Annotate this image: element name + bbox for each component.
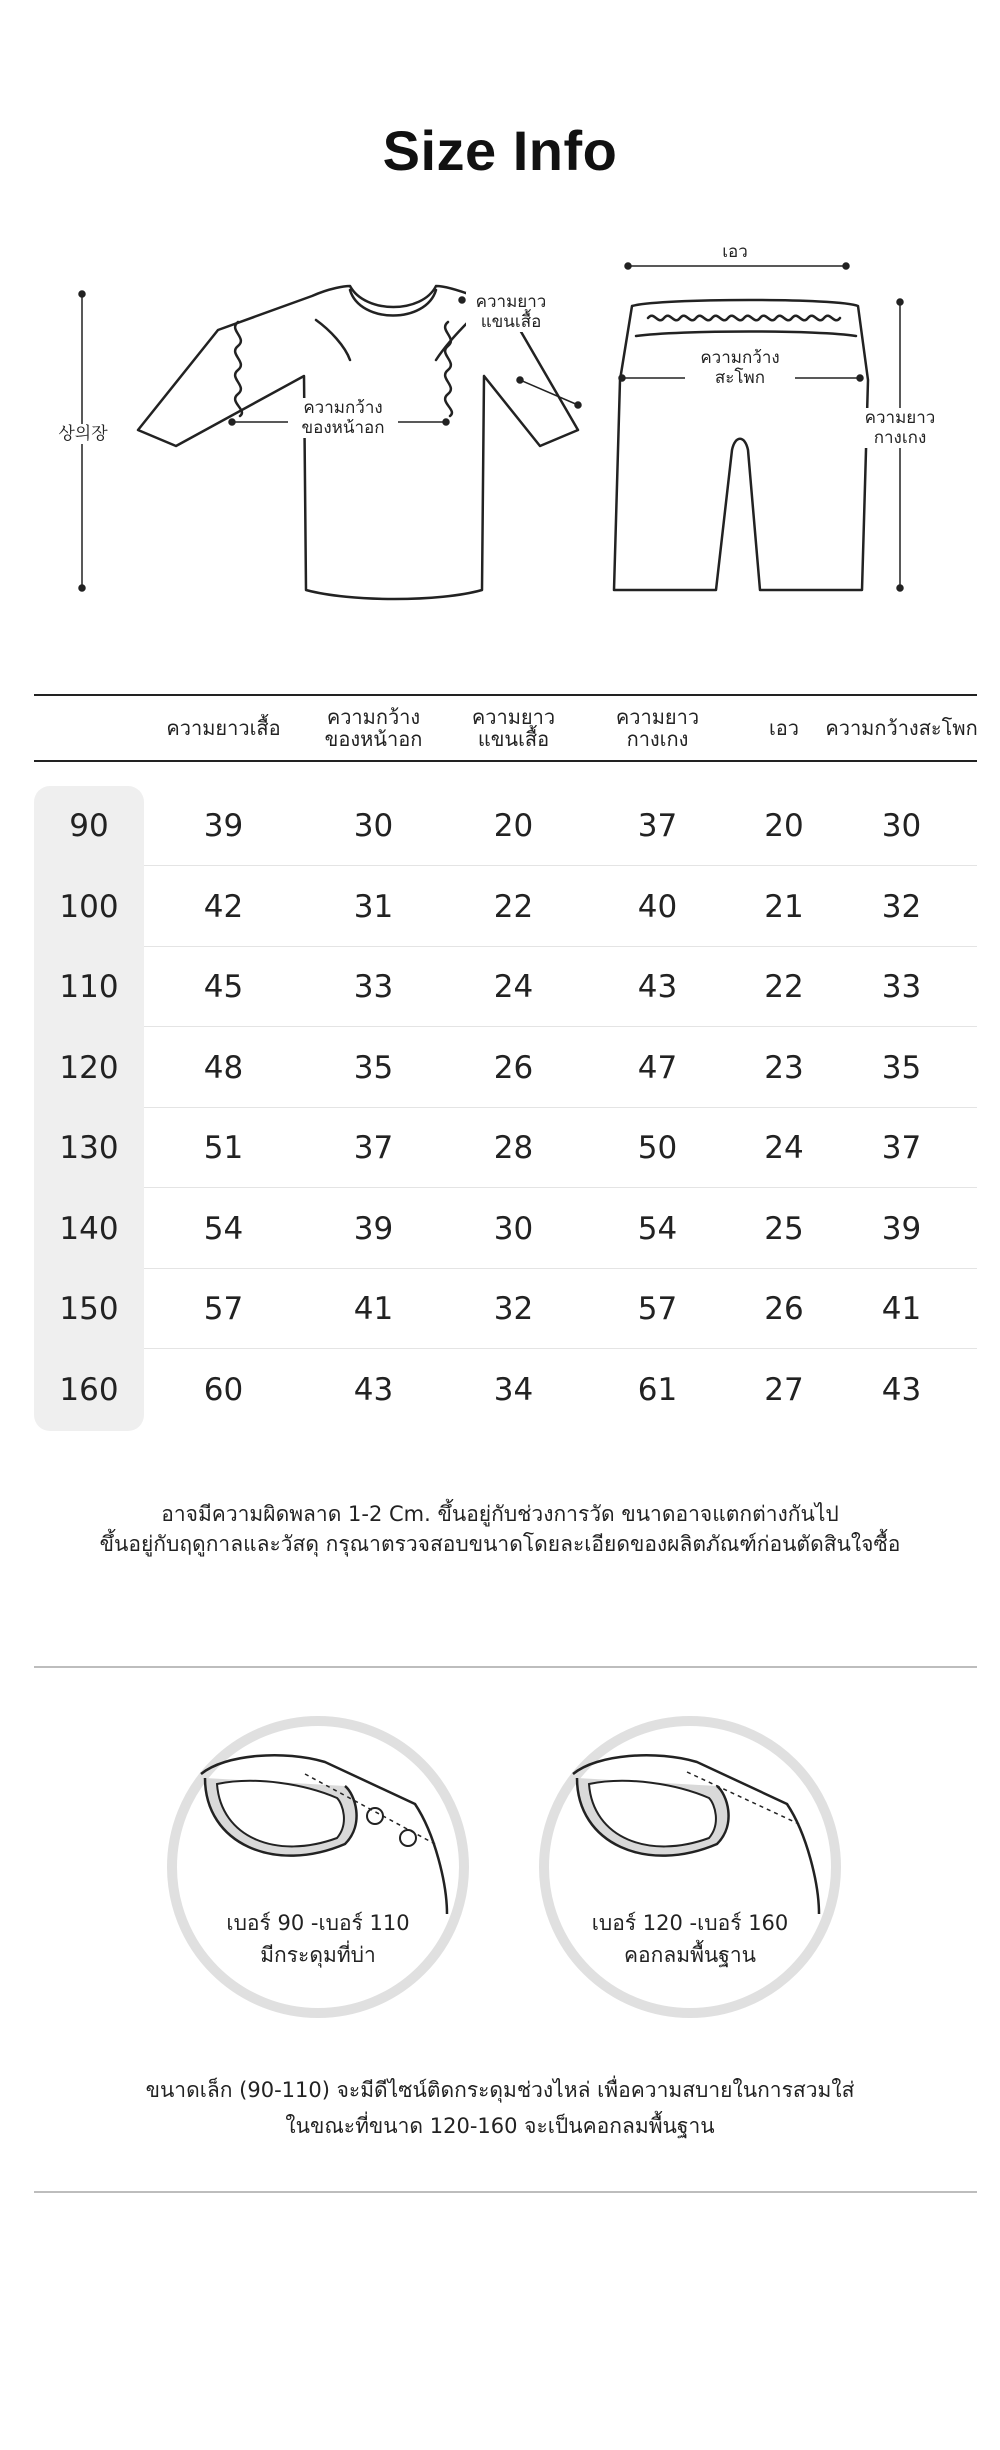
cell-pants-length: 50 — [637, 1130, 678, 1166]
cell-sleeve-length: 32 — [493, 1291, 534, 1327]
section-divider-top — [34, 1666, 977, 1668]
header-waist: เอว — [768, 716, 800, 740]
table-header — [34, 694, 977, 762]
table-row — [34, 1269, 977, 1349]
cell-waist: 26 — [764, 1291, 804, 1327]
cell-waist: 24 — [764, 1130, 804, 1166]
cell-pants-length: 54 — [637, 1210, 678, 1247]
size-table — [34, 694, 977, 1431]
measurement-note-line1: อาจมีความผิดพลาด 1-2 Cm. ขึ้นอยู่กับช่วงการวัด ขนาดอาจแตกต่างกันไป — [161, 1502, 839, 1526]
chest-width-label: ความกว้าง ของหน้าอก — [288, 398, 398, 438]
cell-sleeve-length: 30 — [493, 1210, 534, 1247]
garment-illustration — [0, 230, 1000, 610]
neck-detail-buttoned — [165, 1714, 471, 2020]
cell-top-length: 48 — [203, 1049, 244, 1086]
cell-top-length: 51 — [203, 1130, 244, 1166]
header-pants-length: ความยาว กางเกง — [615, 705, 700, 751]
cell-chest-width: 33 — [353, 969, 394, 1005]
cell-pants-length: 40 — [637, 888, 678, 925]
cell-chest-width: 31 — [353, 888, 394, 925]
waist-label: เอว — [700, 242, 770, 262]
table-row — [34, 1028, 977, 1108]
cell-sleeve-length: 24 — [493, 969, 534, 1005]
page-title: Size Info — [382, 119, 618, 182]
cell-size: 110 — [59, 969, 119, 1005]
table-row — [34, 1350, 977, 1430]
measurement-diagram — [0, 230, 1000, 610]
neck-detail-round-line1: เบอร์ 120 -เบอร์ 160 — [591, 1911, 789, 1935]
neck-detail-round-line2: คอกลมพื้นฐาน — [623, 1943, 757, 1967]
cell-sleeve-length: 26 — [493, 1049, 534, 1086]
round-collar-illustration — [537, 1714, 843, 2020]
neck-note-line2: ในขณะที่ขนาด 120-160 จะเป็นคอกลมพื้นฐาน — [285, 2114, 715, 2138]
cell-chest-width: 43 — [353, 1371, 394, 1408]
cell-top-length: 39 — [203, 808, 244, 844]
sleeve-length-label: ความยาว แขนเสื้อ — [466, 292, 556, 332]
measurement-note-line2: ขึ้นอยู่กับฤดูกาลและวัสดุ กรุณาตรวจสอบขนาดโดยละเอียดของผลิตภัณฑ์ก่อนตัดสินใจซื้อ — [99, 1532, 901, 1556]
top-length-label: 상의장 — [48, 424, 118, 444]
pants-length-label: ความยาว กางเกง — [860, 408, 940, 448]
cell-waist: 22 — [764, 969, 804, 1005]
header-hip-width: ความกว้างสะโพก — [825, 716, 978, 740]
cell-chest-width: 30 — [353, 808, 394, 844]
cell-hip-width: 35 — [881, 1049, 922, 1086]
cell-pants-length: 57 — [637, 1291, 678, 1327]
header-top-length: ความยาวเสื้อ — [166, 716, 281, 740]
cell-size: 150 — [59, 1291, 119, 1327]
header-size — [34, 696, 144, 760]
neck-detail-buttoned-line2: มีกระดุมที่บ่า — [260, 1943, 376, 1967]
cell-chest-width: 41 — [353, 1291, 394, 1327]
header-sleeve-length: ความยาว แขนเสื้อ — [471, 705, 556, 751]
cell-sleeve-length: 28 — [493, 1130, 534, 1166]
table-row — [34, 1189, 977, 1269]
cell-pants-length: 37 — [637, 808, 678, 844]
cell-top-length: 54 — [203, 1210, 244, 1247]
cell-hip-width: 33 — [881, 969, 922, 1005]
neck-detail-round — [537, 1714, 843, 2020]
neck-note-line1: ขนาดเล็ก (90-110) จะมีดีไซน์ติดกระดุมช่วงไหล่ เพื่อความสบายในการสวมใส่ — [145, 2078, 855, 2102]
cell-top-length: 57 — [203, 1291, 244, 1327]
cell-waist: 27 — [764, 1371, 804, 1408]
cell-waist: 23 — [764, 1049, 804, 1086]
cell-size: 90 — [69, 808, 109, 844]
buttoned-collar-illustration — [165, 1714, 471, 2020]
cell-hip-width: 30 — [881, 808, 922, 844]
cell-pants-length: 47 — [637, 1049, 678, 1086]
cell-waist: 21 — [764, 888, 804, 925]
cell-hip-width: 37 — [881, 1130, 922, 1166]
table-row — [34, 786, 977, 866]
neck-detail-buttoned-line1: เบอร์ 90 -เบอร์ 110 — [226, 1911, 410, 1935]
cell-pants-length: 43 — [637, 969, 678, 1005]
cell-size: 160 — [59, 1371, 119, 1408]
table-row — [34, 1108, 977, 1188]
cell-top-length: 45 — [203, 969, 244, 1005]
cell-sleeve-length: 20 — [493, 808, 534, 844]
cell-hip-width: 39 — [881, 1210, 922, 1247]
hip-width-label: ความกว้าง สะโพก — [685, 348, 795, 388]
cell-chest-width: 37 — [353, 1130, 394, 1166]
cell-top-length: 60 — [203, 1371, 244, 1408]
cell-top-length: 42 — [203, 888, 244, 925]
cell-waist: 25 — [764, 1210, 804, 1247]
cell-size: 100 — [59, 888, 119, 925]
cell-pants-length: 61 — [637, 1371, 678, 1408]
cell-sleeve-length: 22 — [493, 888, 534, 925]
cell-hip-width: 43 — [881, 1371, 922, 1408]
cell-sleeve-length: 34 — [493, 1371, 534, 1408]
cell-hip-width: 32 — [881, 888, 922, 925]
table-row — [34, 867, 977, 947]
cell-waist: 20 — [764, 808, 804, 844]
cell-hip-width: 41 — [881, 1291, 922, 1327]
table-body — [34, 786, 977, 1431]
cell-chest-width: 39 — [353, 1210, 394, 1247]
cell-chest-width: 35 — [353, 1049, 394, 1086]
section-divider-bottom — [34, 2191, 977, 2193]
cell-size: 140 — [59, 1210, 119, 1247]
cell-size: 120 — [59, 1049, 119, 1086]
table-row — [34, 947, 977, 1027]
header-chest-width: ความกว้าง ของหน้าอก — [324, 705, 423, 751]
cell-size: 130 — [59, 1130, 119, 1166]
